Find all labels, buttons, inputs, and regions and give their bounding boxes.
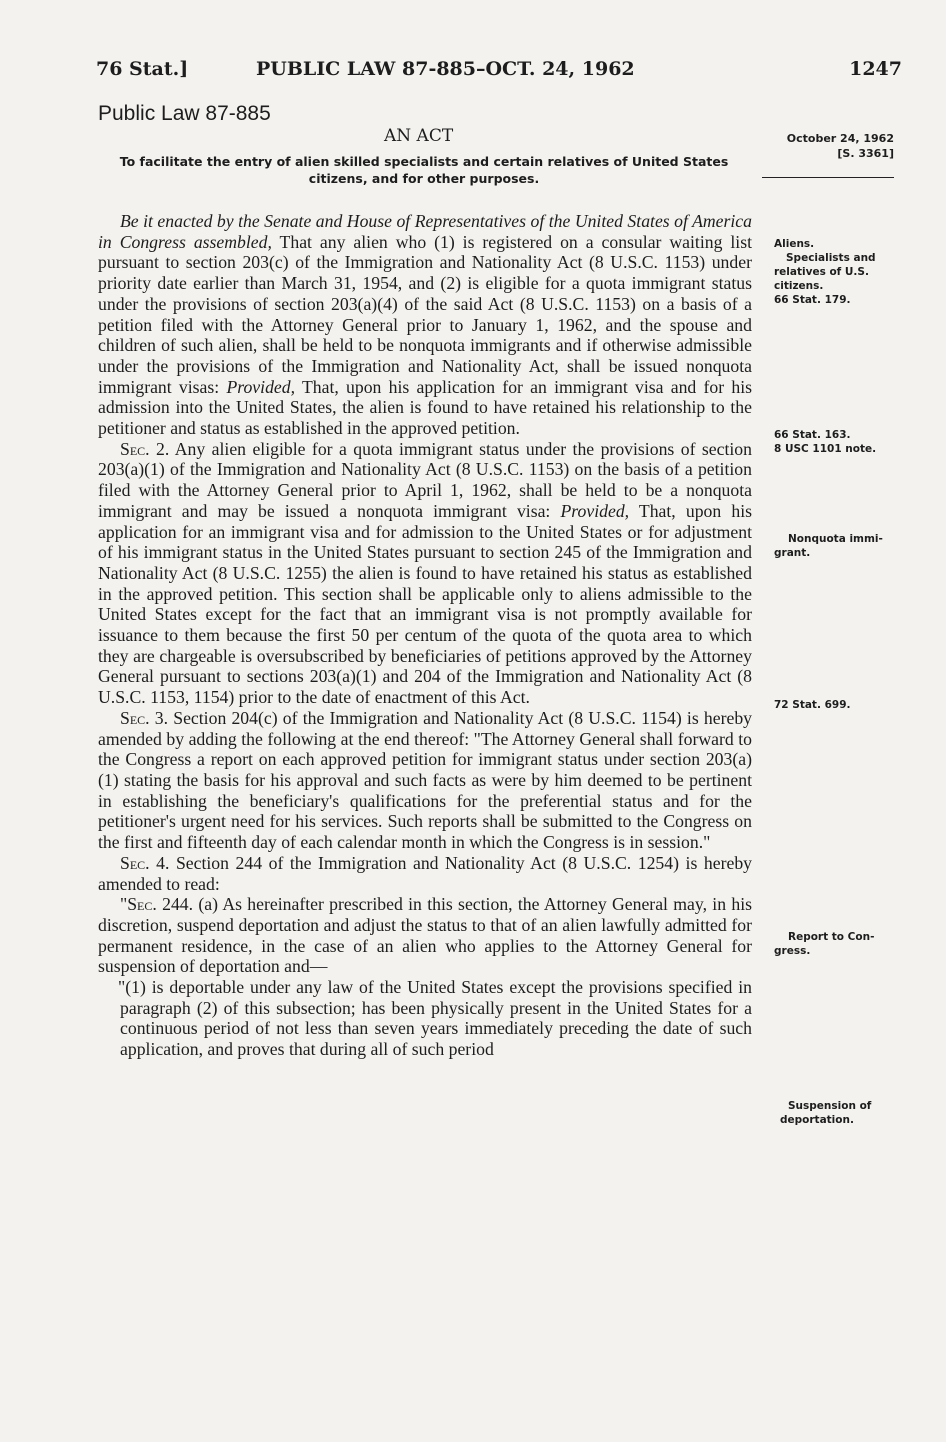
enactment-date-note [762, 131, 894, 161]
act-heading: AN ACT [384, 126, 454, 146]
margin-note-stat-699: 72 Stat. 699. [774, 699, 851, 711]
page-header [96, 58, 902, 88]
paragraph-1: "(1) is deportable under any law of the United States except the provisions specified in paragraph (2) of this subsection; has been physically present in the United States for a continuous period of not less than seven years immediately preceding the date of such application, and proves that during all of such period [118, 977, 752, 1060]
section-4: Sec. 4. Section 244 of the Immigration and Nationality Act (8 U.S.C. 1254) is hereby amended to read: [98, 852, 753, 894]
date-rule-divider [762, 177, 894, 178]
section-2: Sec. 2. Any alien eligible for a quota immigrant status under the provisions of section 203(a)(1) of the Immigration and Nationality Act (8 U.S.C. 1153) on the basis of a petition filed with the Attorney General prior to April 1, 1962, shall be held to be a nonquota immigrant and may be issued a nonquota immigrant visa: Provided, That, upon his application for an immigrant visa and for admission to the United States or for adjustment of his immigrant status in the United States pursuant to section 245 of the Immigration and Nationality Act (8 U.S.C. 1255) the alien is found to have retained his status as established in the approved petition. This section shall be applicable only to aliens admissible to the United States except for the fact that an immigrant visa is not promptly available for issuance to them because the first 50 per centum of the quota of the quota area to which they are chargeable is oversubscribed by beneficiaries of petitions approved by the Attorney General pursuant to sections 203(a)(1) and 204 of the Immigration and Nationality Act (8 U.S.C. 1153, 1154) prior to the date of enactment of this Act. [98, 438, 752, 708]
enactment-date: October 24, 1962 [786, 132, 894, 145]
volume-ref: 76 Stat.] [96, 58, 189, 80]
margin-note-aliens: Aliens. Specialists and relatives of U.S. citizens. 66 Stat. 179. [774, 238, 876, 306]
act-purpose: To facilitate the entry of alien skilled specialists and certain relatives of United States citizens, and for other purposes. [119, 154, 729, 186]
page-number: 1247 [849, 58, 902, 80]
margin-note-stat-163: 66 Stat. 163. 8 USC 1101 note. [774, 429, 877, 455]
section-244: "Sec. 244. (a) As hereinafter prescribed in this section, the Attorney General may, in his discretion, suspend deportation and adjust the status to that of an alien lawfully admitted for permanent residence, in the case of an alien who applies to the Attorney General for suspension of deportation and— [98, 894, 752, 977]
enacting-clause: Be it enacted by the Senate and House of Representatives of the United States of America in Congress assembled, That any alien who (1) is registered on a consular waiting list pursuant to section 203(c) of the Immigration and Nationality Act (8 U.S.C. 1153) under priority date earlier than March 31, 1954, and (2) is eligible for a quota immigrant status under the provisions of section 203(a)(4) of the said Act (8 U.S.C. 1153) on a basis of a petition filed with the Attorney General prior to January 1, 1962, and the spouse and children of such alien, shall be held to be nonquota immigrants and if otherwise admissible under the provisions of the Immigration and Nationality Act, shall be issued nonquota immigrant visas: Provided, That, upon his application for an immigrant visa and for his admission into the United States, the alien is found to have retained his relationship to the petitioner and status as established in the approved petition. [98, 211, 752, 439]
public-law-number: Public Law 87-885 [98, 102, 271, 125]
bill-number: [S. 3361] [837, 147, 894, 160]
margin-note-suspension: Suspension of deportation. [780, 1100, 872, 1126]
running-head: PUBLIC LAW 87-885–OCT. 24, 1962 [256, 58, 635, 80]
act-body [98, 207, 752, 1060]
margin-note-nonquota: Nonquota immi- grant. [774, 533, 883, 559]
margin-note-report: Report to Con- gress. [774, 931, 875, 957]
section-3: Sec. 3. Section 204(c) of the Immigration and Nationality Act (8 U.S.C. 1154) is hereby amended by adding the following at the end thereof: "The Attorney General shall forward to the Congress a report on each approved petition for immigrant status under section 203(a)(1) stating the basis for his approval and such facts as were by him deemed to be pertinent in establishing the beneficiary's qualifications for the preferential status and for the petitioner's urgent need for his services. Such reports shall be submitted to the Congress on the first and fifteenth day of each calendar month in which the Congress is in session." [98, 707, 753, 853]
